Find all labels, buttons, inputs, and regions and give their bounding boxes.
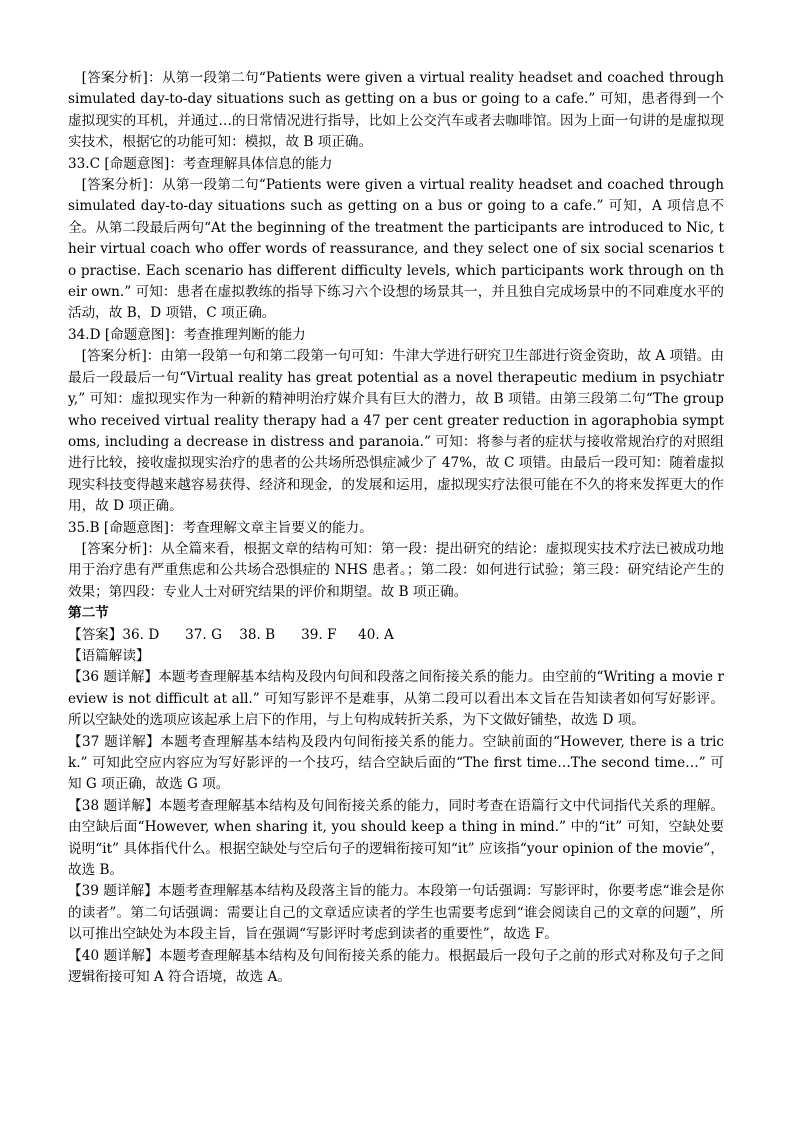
q35-answer-analysis: [答案分析]：从全篇来看，根据文章的结构可知：第一段：提出研究的结论：虚拟现实技术疗法已被成功地用于治疗患有严重焦虑和公共场合恐惧症的 NHS 患者。；第二段：如何进行试验；第三段：研究结论产生的效果；第四段：专业人士对研究结果的评价和期望。故 B 项正确。	[68, 540, 724, 600]
q33-answer-analysis: [答案分析]：从第一段第二句“Patients were given a virtual reality headset and coached through simulated day-to-day situations such as getting on a bus or going to a cafe.” 可知，A 项信息不全。从第二段最后两句“At the beginning of the treatment the participants are introduced to Nic, their virtual coach who offer words of reassurance, and they select one of six social scenarios to practise. Each scenario has different difficulty levels, which participants work through on their own.” 可知：患者在虚拟教练的指导下练习六个设想的场景其一，并且独自完成场景中的不同难度水平的活动，故 B，D 项错，C 项正确。	[68, 177, 724, 322]
q33-intent: 33.C [命题意图]：考查理解具体信息的能力	[68, 155, 333, 172]
passage-analysis-label: 【语篇解读】	[68, 647, 150, 664]
q34-intent: 34.D [命题意图]：考查推理判断的能力	[68, 326, 306, 343]
q34-answer-analysis: [答案分析]：由第一段第一句和第二段第一句可知：牛津大学进行研究卫生部进行资金资助，故 A 项错。由最后一段最后一句“Virtual reality has great potential as a novel therapeutic medium in psychiatry,” 可知：虚拟现实作为一种新的精神明治疗媒介具有巨大的潜力，故 B 项错。由第三段第二句“The group who received virtual reality therapy had a 47 per cent greater reduction in agoraphobia symptoms, including a decrease in distress and paranoia.” 可知：将参与者的症状与接收常规治疗的对照组进行比较，接收虚拟现实治疗的患者的公共场所恐惧症减少了 47%，故 C 项错。由最后一段可知：随着虚拟现实科技变得越来越容易获得、经济和现金，的发展和运用，虚拟现实疗法很可能在不久的将来发挥更大的作用，故 D 项正确。	[68, 348, 724, 515]
q35-intent: 35.B [命题意图]：考查理解文章主旨要义的能力。	[68, 519, 373, 536]
q36-detail: 【36 题详解】本题考查理解基本结构及段内句间和段落之间衔接关系的能力。由空前的“Writing a movie review is not difficult at all.” 可知写影评不是难事，从第二段可以看出本文旨在告知读者如何写好影评。所以空缺处的选项应该起承上启下的作用，与上句构成转折关系，为下文做好铺垫，故选 D 项。	[68, 669, 724, 729]
answer-key: 【答案】36. D 37. G 38. B 39. F 40. A	[68, 626, 394, 643]
section-heading: 第二节	[68, 605, 109, 622]
q37-detail: 【37 题详解】本题考查理解基本结构及段内句间衔接关系的能力。空缺前面的“However, there is a trick.” 可知此空应内容应为写好影评的一个技巧，结合空缺后面的“The first time…The second time…” 可知 G 项正确，故选 G 项。	[68, 733, 724, 793]
q40-detail: 【40 题详解】本题考查理解基本结构及句间衔接关系的能力。根据最后一段句子之前的形式对称及句子之间逻辑衔接可知 A 符合语境，故选 A。	[68, 947, 724, 986]
q38-detail: 【38 题详解】本题考查理解基本结构及句间衔接关系的能力，同时考查在语篇行文中代词指代关系的理解。由空缺后面“However, when sharing it, you should keep a thing in mind.” 中的“it” 可知，空缺处要说明“it” 具体指代什么。根据空缺处与空后句子的逻辑衔接可知“it” 应该指“your opinion of the movie”，故选 B。	[68, 797, 724, 879]
q32-answer-analysis: [答案分析]：从第一段第二句“Patients were given a virtual reality headset and coached through simulated day-to-day situations such as getting on a bus or going to a cafe.” 可知，患者得到一个虚拟现实的耳机，并通过…的日常情况进行指导，比如上公交汽车或者去咖啡馆。因为上面一句讲的是虚拟现实技术，根据它的功能可知：模拟，故 B 项正确。	[68, 70, 724, 151]
q39-detail: 【39 题详解】本题考查理解基本结构及段落主旨的能力。本段第一句话强调：写影评时，你要考虑“谁会是你的读者”。第二句话强调：需要让自己的文章适应读者的学生也需要考虑到“谁会阅读自己的文章的问题”，所以可推出空缺处为本段主旨，旨在强调“写影评时考虑到读者的重要性”，故选 F。	[68, 883, 724, 943]
